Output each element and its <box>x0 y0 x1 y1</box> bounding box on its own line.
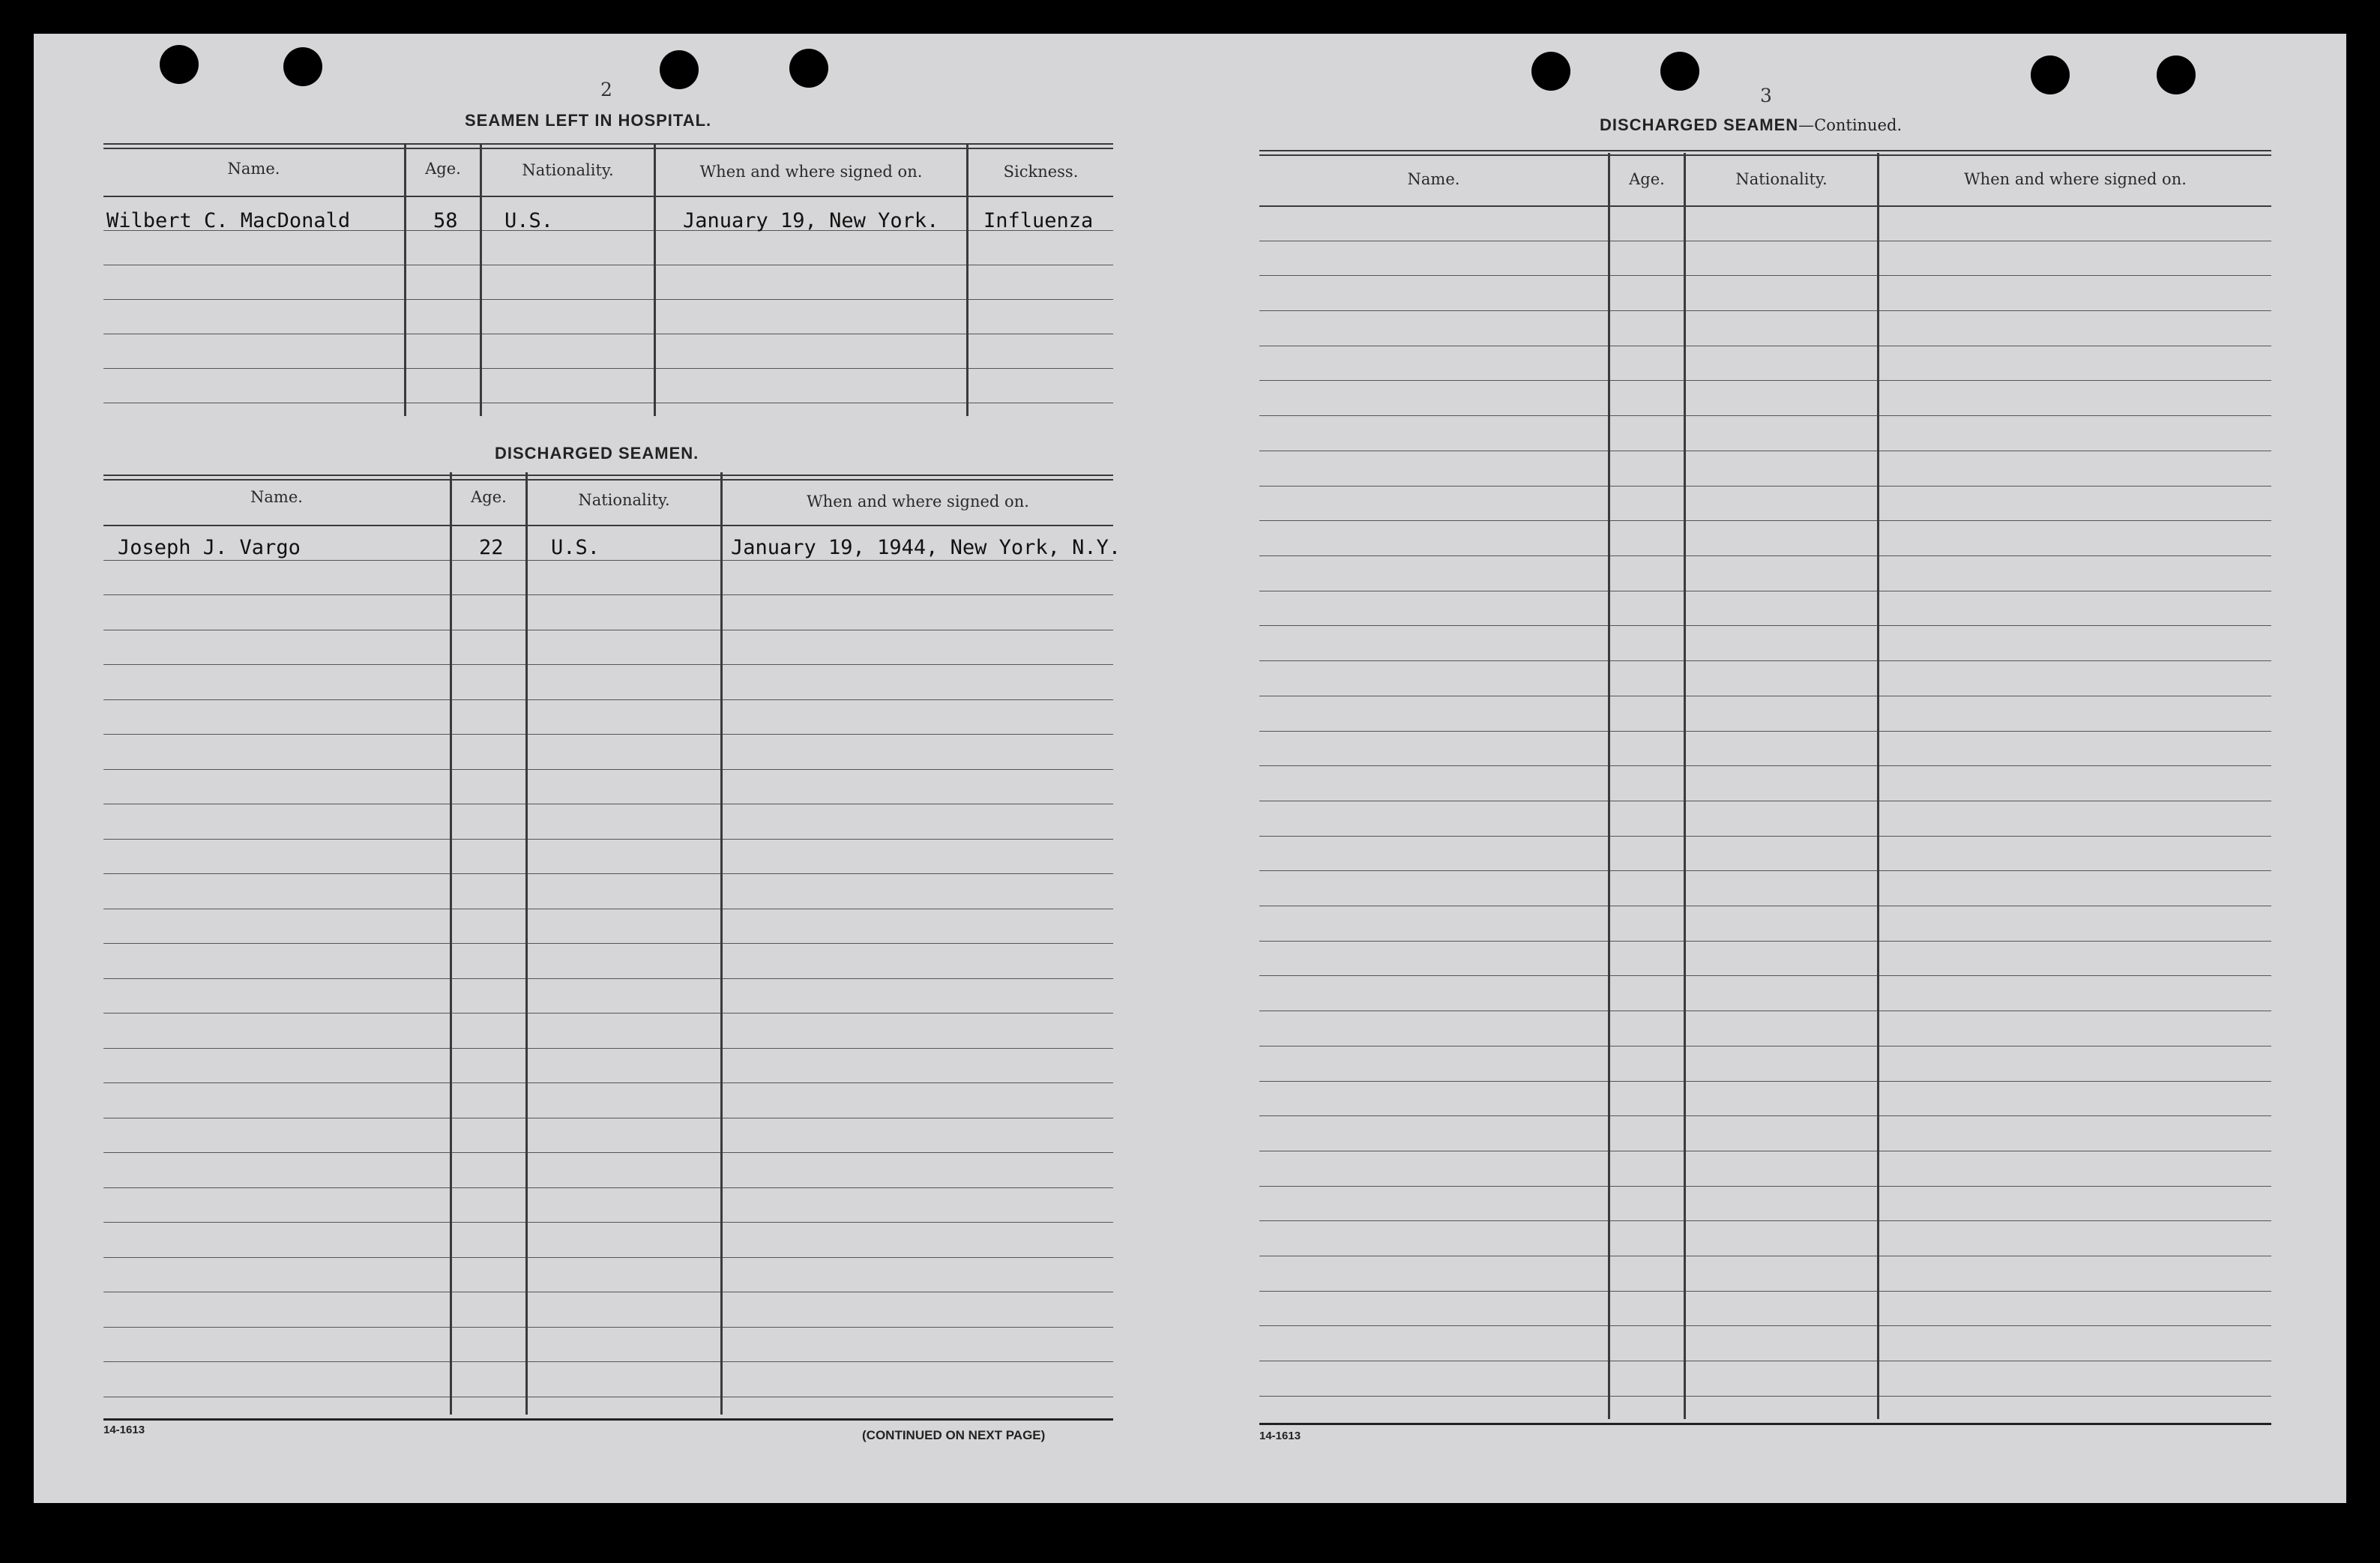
discharged-cell-name: Joseph J. Vargo <box>118 536 301 559</box>
column-divider <box>1608 153 1610 1419</box>
column-divider <box>404 143 406 416</box>
ruled-line <box>103 699 1113 700</box>
ruled-line <box>103 873 1113 874</box>
ruled-line <box>1259 660 2271 661</box>
ruled-line <box>103 978 1113 979</box>
ruled-line <box>103 839 1113 840</box>
ruled-line <box>103 1013 1113 1014</box>
document-sheet <box>34 34 2346 1503</box>
hospital-cell-signed-on: January 19, New York. <box>683 209 939 232</box>
form-number: 14-1613 <box>103 1424 145 1436</box>
hospital-header-sickness: Sickness. <box>1003 163 1079 181</box>
discharged-header-signed-on: When and where signed on. <box>807 493 1029 511</box>
title-main: DISCHARGED SEAMEN <box>1600 115 1799 134</box>
ruled-line <box>1259 1081 2271 1082</box>
ruled-line <box>1259 310 2271 311</box>
ruled-line <box>103 1327 1113 1328</box>
ruled-line <box>1259 836 2271 837</box>
ruled-line <box>1259 1186 2271 1187</box>
hospital-cell-name: Wilbert C. MacDonald <box>106 209 351 232</box>
column-divider <box>1684 153 1686 1419</box>
ruled-line <box>103 1048 1113 1049</box>
hospital-cell-age: 58 <box>433 209 458 232</box>
ruled-line <box>1259 941 2271 942</box>
column-divider <box>654 143 656 416</box>
right-header-nationality: Nationality. <box>1735 170 1828 188</box>
ruled-line <box>1259 870 2271 871</box>
ruled-line <box>1259 415 2271 416</box>
ruled-line <box>1259 486 2271 487</box>
ruled-line <box>1259 1220 2271 1221</box>
column-divider <box>720 472 723 1415</box>
ruled-line <box>103 594 1113 595</box>
ruled-line <box>1259 275 2271 276</box>
right-header-name: Name. <box>1407 170 1460 188</box>
punch-hole <box>2031 55 2070 94</box>
ruled-line <box>1259 1291 2271 1292</box>
ruled-line <box>103 1361 1113 1362</box>
punch-hole <box>283 47 322 86</box>
punch-hole <box>160 45 199 84</box>
discharged-cell-age: 22 <box>479 536 504 559</box>
column-divider <box>480 143 482 416</box>
column-divider <box>1877 153 1879 1419</box>
hospital-header-age: Age. <box>425 160 461 178</box>
right-header-age: Age. <box>1629 170 1665 188</box>
ruled-line <box>103 1187 1113 1188</box>
discharged-header-name: Name. <box>250 488 303 506</box>
discharged-header-age: Age. <box>471 488 507 506</box>
column-divider <box>450 472 452 1415</box>
ruled-line <box>103 368 1113 369</box>
punch-hole <box>1531 52 1570 91</box>
hospital-header-nationality: Nationality. <box>522 161 614 179</box>
hospital-section-title: SEAMEN LEFT IN HOSPITAL. <box>465 111 712 130</box>
discharged-cell-nationality: U.S. <box>551 536 600 559</box>
title-continued: —Continued. <box>1798 116 1903 134</box>
page-number: 2 <box>600 79 612 100</box>
ruled-line <box>1259 1115 2271 1116</box>
ruled-line <box>1259 380 2271 381</box>
ruled-line <box>103 560 1113 561</box>
ruled-line <box>1259 975 2271 976</box>
ruled-line <box>103 943 1113 944</box>
discharged-cell-signed-on: January 19, 1944, New York, N.Y. <box>731 536 1121 559</box>
discharged-continued-title <box>1600 115 1902 135</box>
right-header-signed-on: When and where signed on. <box>1964 170 2187 188</box>
ruled-line <box>103 1082 1113 1083</box>
table-bottom-rule <box>103 1418 1113 1421</box>
ruled-line <box>1259 1396 2271 1397</box>
table-bottom-rule <box>1259 1423 2271 1425</box>
hospital-header-name: Name. <box>227 160 280 178</box>
ruled-line <box>1259 765 2271 766</box>
ruled-line <box>103 299 1113 300</box>
ruled-line <box>1259 520 2271 521</box>
discharged-header-nationality: Nationality. <box>578 491 670 509</box>
ruled-line <box>103 769 1113 770</box>
ruled-line <box>103 734 1113 735</box>
form-number: 14-1613 <box>1259 1430 1301 1442</box>
discharged-section-title: DISCHARGED SEAMEN. <box>495 444 699 463</box>
ruled-line <box>1259 555 2271 556</box>
ruled-line <box>1259 731 2271 732</box>
page-number: 3 <box>1760 85 1772 106</box>
column-divider <box>966 143 968 416</box>
column-divider <box>525 472 528 1415</box>
hospital-cell-sickness: Influenza <box>983 209 1094 232</box>
hospital-cell-nationality: U.S. <box>504 209 554 232</box>
punch-hole <box>1660 52 1699 91</box>
punch-hole <box>660 50 699 89</box>
ruled-line <box>103 1222 1113 1223</box>
ruled-line <box>103 1257 1113 1258</box>
ruled-line <box>1259 625 2271 626</box>
ruled-line <box>103 1152 1113 1153</box>
ruled-line <box>103 664 1113 665</box>
ruled-line <box>1259 1325 2271 1326</box>
continued-footer: (CONTINUED ON NEXT PAGE) <box>862 1428 1046 1442</box>
punch-hole <box>789 49 828 88</box>
punch-hole <box>2157 55 2196 94</box>
hospital-header-signed-on: When and where signed on. <box>699 163 923 181</box>
